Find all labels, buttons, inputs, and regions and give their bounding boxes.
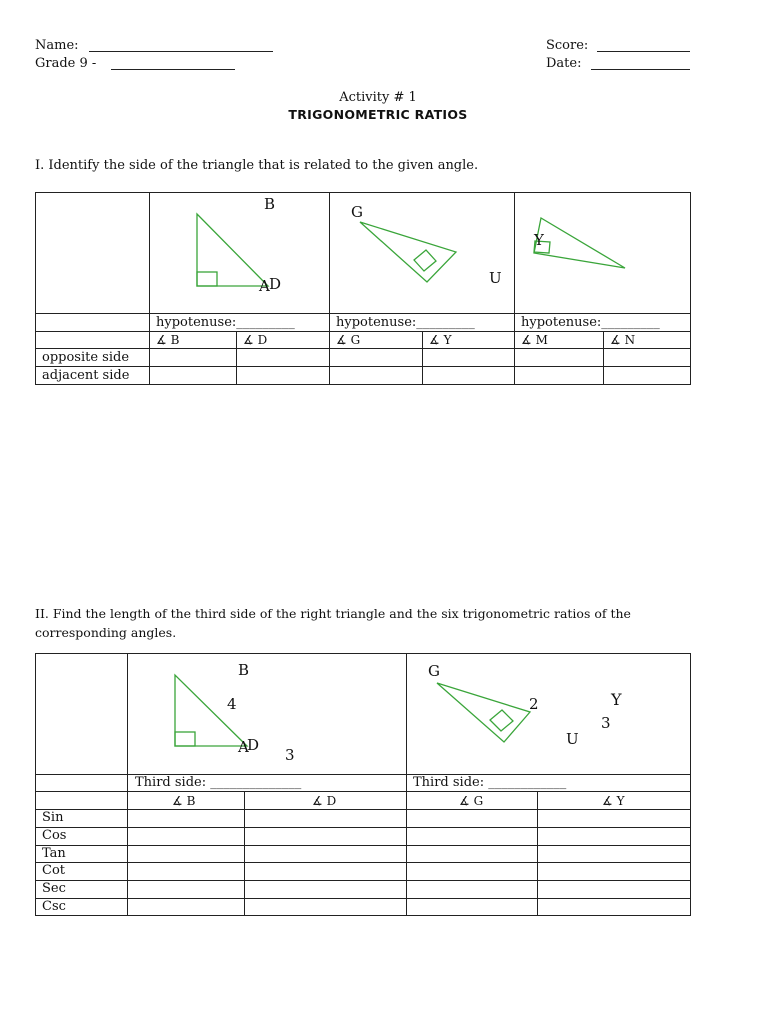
angle-header-m: ∡ M bbox=[521, 333, 548, 347]
label-g: G bbox=[351, 203, 363, 221]
hypotenuse-blank-1[interactable]: hypotenuse:_________ bbox=[156, 315, 295, 330]
hypotenuse-blank-2[interactable]: hypotenuse:_________ bbox=[336, 315, 475, 330]
label-g-2: G bbox=[428, 662, 440, 680]
part1-instruction: I. Identify the side of the triangle that is related to the given angle. bbox=[35, 158, 479, 173]
label-side-3: 3 bbox=[285, 746, 295, 764]
angle-header-b: ∡ B bbox=[156, 333, 180, 347]
angle-header-b-2: ∡ B bbox=[172, 794, 196, 808]
label-side-4: 4 bbox=[227, 695, 237, 713]
angle-header-g-2: ∡ G bbox=[459, 794, 484, 808]
label-d: D bbox=[269, 275, 282, 293]
angle-header-g: ∡ G bbox=[336, 333, 361, 347]
label-d-2: D bbox=[247, 736, 260, 754]
ratio-label-cos: Cos bbox=[42, 828, 67, 843]
label-a-2: A bbox=[238, 738, 249, 756]
third-side-blank-1[interactable]: Third side: ______________ bbox=[135, 775, 302, 790]
hypotenuse-blank-3[interactable]: hypotenuse:_________ bbox=[521, 315, 660, 330]
angle-header-n: ∡ N bbox=[610, 333, 636, 347]
grade-label: Grade 9 - bbox=[35, 56, 97, 71]
triangle-gyu bbox=[437, 683, 530, 742]
label-u: U bbox=[489, 269, 502, 287]
angle-header-d: ∡ D bbox=[243, 333, 268, 347]
activity-number: Activity # 1 bbox=[339, 90, 417, 105]
ratio-label-cot: Cot bbox=[42, 863, 65, 878]
label-b: B bbox=[264, 195, 276, 213]
angle-header-y: ∡ Y bbox=[429, 333, 452, 347]
label-side-2: 2 bbox=[529, 695, 539, 713]
ratio-label-sin: Sin bbox=[42, 810, 64, 825]
ratio-label-sec: Sec bbox=[42, 881, 66, 896]
third-side-blank-2[interactable]: Third side: ____________ bbox=[413, 775, 567, 790]
angle-header-d-2: ∡ D bbox=[312, 794, 337, 808]
label-y: Y bbox=[534, 231, 544, 249]
label-a: A bbox=[259, 277, 270, 295]
ratio-label-tan: Tan bbox=[42, 846, 66, 861]
name-label: Name: bbox=[35, 38, 79, 53]
ratio-label-csc: Csc bbox=[42, 899, 66, 914]
row-label-opposite: opposite side bbox=[42, 350, 130, 365]
label-side-3b: 3 bbox=[601, 714, 611, 732]
score-label: Score: bbox=[546, 38, 589, 53]
label-y-2: Y bbox=[611, 690, 622, 709]
page-title: TRIGONOMETRIC RATIOS bbox=[288, 107, 468, 122]
part2-instruction: II. Find the length of the third side of the right triangle and the six trigonometric ratios of the corresponding angles. bbox=[35, 606, 631, 640]
date-label: Date: bbox=[546, 56, 582, 71]
label-u-2: U bbox=[566, 730, 579, 748]
angle-header-y-2: ∡ Y bbox=[602, 794, 625, 808]
label-b-2: B bbox=[238, 661, 250, 679]
row-label-adjacent: adjacent side bbox=[42, 368, 130, 383]
